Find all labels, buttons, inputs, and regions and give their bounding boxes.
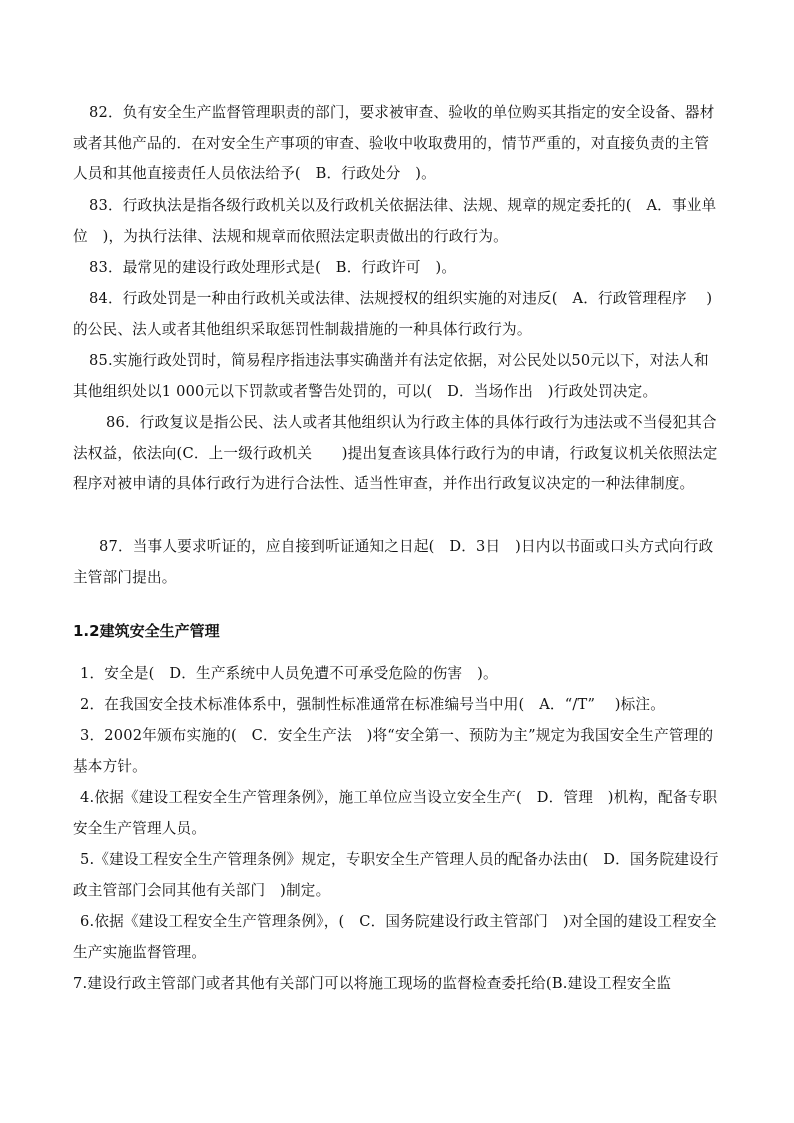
question-paragraph-86: 86．行政复议是指公民、法人或者其他组织认为行政主体的具体行政行为违法或不当侵犯其合法权益，依法向(C．上一级行政机关 )提出复查该具体行政行为的申请，行政复议机关依照法定程序对被申请的具体行政行为进行合法性、适当性审查，并作出行政复议决定的一种法律制度。 bbox=[73, 414, 718, 492]
question-paragraph-82: 82．负有安全生产监督管理职责的部门，要求被审查、验收的单位购买其指定的安全设备、器材或者其他产品的．在对安全生产事项的审查、验收中收取费用的，情节严重的，对直接负责的主管人员和其他直接责任人员依法给予( B．行政处分 )。 bbox=[73, 104, 715, 182]
question-paragraph-84: 84．行政处罚是一种由行政机关或法律、法规授权的组织实施的对违反( A．行政管理程序 )的公民、法人或者其他组织采取惩罚性制裁措施的一种具体行政行为。 bbox=[73, 290, 713, 338]
section-question-3: 3．2002年颁布实施的( C．安全生产法 )将“安全第一、预防为主”规定为我国安全生产管理的基本方针。 bbox=[73, 727, 714, 775]
question-paragraph-85: 85.实施行政处罚时，简易程序指违法事实确凿并有法定依据，对公民处以50元以下，对法人和其他组织处以1 000元以下罚款或者警告处罚的，可以( D．当场作出 )行政处罚决定。 bbox=[73, 352, 709, 400]
section-question-7: 7.建设行政主管部门或者其他有关部门可以将施工现场的监督检查委托给(B.建设工程安全监 bbox=[73, 975, 672, 992]
question-paragraph-83-enforcement: 83．行政执法是指各级行政机关以及行政机关依据法律、法规、规章的规定委托的( A．事业单位 )，为执行法律、法规和规章而依照法定职责做出的行政行为。 bbox=[73, 197, 717, 245]
section-question-2: 2．在我国安全技术标准体系中，强制性标准通常在标准编号当中用( A．“/T” )标注。 bbox=[80, 696, 666, 713]
question-paragraph-83-handling: 83．最常见的建设行政处理形式是( B．行政许可 )。 bbox=[89, 259, 457, 276]
section-question-5: 5.《建设工程安全生产管理条例》规定，专职安全生产管理人员的配备办法由( D．国务院建设行政主管部门会同其他有关部门 )制定。 bbox=[73, 851, 719, 899]
section-question-1: 1．安全是( D．生产系统中人员免遭不可承受危险的伤害 )。 bbox=[80, 665, 498, 682]
section-heading: 1.2建筑安全生产管理 bbox=[73, 622, 220, 640]
question-paragraph-87: 87．当事人要求听证的，应自接到听证通知之日起( D．3日 )日内以书面或口头方式向行政主管部门提出。 bbox=[73, 538, 714, 586]
section-question-6: 6.依据《建设工程安全生产管理条例》，( C．国务院建设行政主管部门 )对全国的建设工程安全生产实施监督管理。 bbox=[73, 913, 717, 961]
section-question-4: 4.依据《建设工程安全生产管理条例》，施工单位应当设立安全生产( D．管理 )机构，配备专职安全生产管理人员。 bbox=[73, 789, 718, 837]
